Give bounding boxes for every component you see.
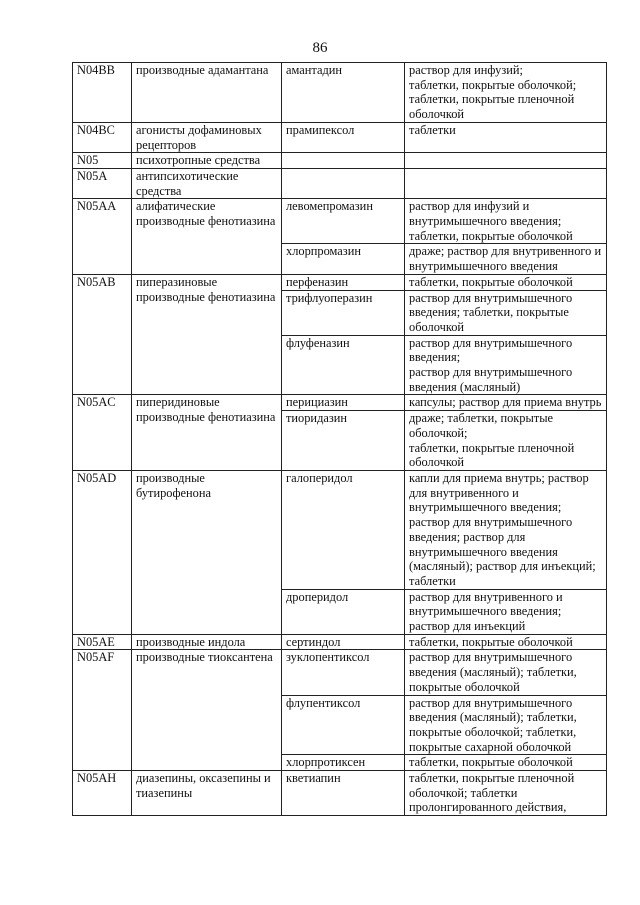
dosage-form-text: драже; раствор для внутривенного и внутримышечного введения [409,244,602,274]
table-row [73,395,607,411]
drug-table [72,62,607,816]
atc-code-text: N05AF [77,650,115,665]
drug-name-cell [282,755,405,771]
dosage-form-text: капли для приема внутрь; раствор для внутривенного и внутримышечного введения; раствор для внутримышечного введения; раствор для внутримышечного введения (масляный); раствор для инъекций; таблетки [409,470,596,588]
group-name-cell [132,274,282,395]
drug-name-text: прамипексол [286,122,355,137]
dosage-form-cell [405,199,607,244]
dosage-form-text: раствор для инфузий; таблетки, покрытые оболочкой; таблетки, покрытые пленочной оболочкой [409,63,577,122]
dosage-form-cell [405,395,607,411]
table-row [73,634,607,650]
drug-name-cell [282,335,405,395]
drug-name-text: флупентиксол [286,695,361,710]
atc-code-cell [73,771,132,816]
group-name-text: антипсихотические средства [136,168,239,198]
dosage-form-text: капсулы; раствор для приема внутрь [409,395,602,410]
atc-code-text: N04BB [77,63,115,77]
dosage-form-cell [405,335,607,395]
table-row [73,153,607,169]
atc-code-text: N05AD [77,470,117,485]
dosage-form-text: раствор для внутримышечного введения (масляный); таблетки, покрытые оболочкой; таблетки, покрытые сахарной оболочкой [409,695,577,754]
drug-name-cell [282,244,405,274]
table-row [73,122,607,152]
table-row [73,470,607,589]
dosage-form-text: раствор для внутривенного и внутримышечного введения; раствор для инъекций [409,589,563,634]
dosage-form-cell [405,634,607,650]
dosage-form-text: таблетки, покрытые пленочной оболочкой; таблетки пролонгированного действия, [409,771,575,815]
drug-name-text: перициазин [286,395,348,410]
drug-name-cell [282,290,405,335]
dosage-form-text: таблетки [409,122,456,137]
dosage-form-cell [405,695,607,755]
dosage-form-cell [405,771,607,816]
table-row [73,650,607,695]
atc-code-cell [73,122,132,152]
table-row [73,771,607,816]
atc-code-cell [73,153,132,169]
drug-name-cell [282,589,405,634]
dosage-form-cell [405,244,607,274]
atc-code-cell [73,274,132,395]
atc-code-text: N05 [77,153,99,168]
drug-name-cell [282,634,405,650]
group-name-cell [132,199,282,275]
drug-name-text: флуфеназин [286,335,350,350]
atc-code-text: N05AE [77,634,115,649]
drug-name-text: левомепромазин [286,199,373,214]
table-row [73,199,607,244]
table-row [73,274,607,290]
group-name-cell [132,470,282,634]
group-name-cell [132,63,282,123]
drug-name-cell [282,274,405,290]
drug-name-text: дроперидол [286,589,349,604]
drug-name-text: амантадин [286,63,343,77]
dosage-form-cell [405,411,607,471]
atc-code-text: N04BC [77,122,115,137]
drug-name-text: хлорпротиксен [286,755,366,770]
drug-name-cell [282,695,405,755]
drug-name-cell [282,650,405,695]
group-name-cell [132,122,282,152]
dosage-form-text: раствор для инфузий и внутримышечного введения; таблетки, покрытые оболочкой [409,199,573,243]
dosage-form-text: таблетки, покрытые оболочкой [409,755,573,770]
group-name-text: агонисты дофаминовых рецепторов [136,122,262,152]
dosage-form-cell [405,63,607,123]
atc-code-cell [73,395,132,471]
drug-name-text: кветиапин [286,771,341,786]
group-name-text: производные индола [136,634,246,649]
atc-code-cell [73,650,132,771]
table-row [73,168,607,198]
drug-name-cell [282,168,405,198]
dosage-form-cell [405,168,607,198]
atc-code-text: N05A [77,168,108,183]
atc-code-cell [73,470,132,634]
drug-name-cell [282,153,405,169]
drug-name-cell [282,199,405,244]
drug-name-text: зуклопентиксол [286,650,370,665]
group-name-text: производные тиоксантена [136,650,273,665]
drug-name-cell [282,411,405,471]
group-name-cell [132,395,282,471]
drug-name-text: трифлуоперазин [286,290,373,305]
dosage-form-text: таблетки, покрытые оболочкой [409,274,573,289]
drug-name-text: перфеназин [286,274,349,289]
atc-code-text: N05AH [77,771,117,786]
table-row [73,63,607,123]
group-name-text: производные бутирофенона [136,470,211,500]
dosage-form-text: раствор для внутримышечного введения; таблетки, покрытые оболочкой [409,290,573,334]
drug-name-cell [282,771,405,816]
atc-code-text: N05AC [77,395,116,410]
dosage-form-cell [405,122,607,152]
dosage-form-cell [405,274,607,290]
drug-name-cell [282,122,405,152]
atc-code-text: N05AB [77,274,116,289]
atc-code-cell [73,63,132,123]
drug-name-text: галоперидол [286,470,353,485]
drug-name-text: сертиндол [286,634,341,649]
dosage-form-cell [405,755,607,771]
group-name-text: производные адамантана [136,63,269,77]
page-number: 86 [312,40,328,56]
dosage-form-cell [405,153,607,169]
group-name-cell [132,634,282,650]
dosage-form-cell [405,290,607,335]
atc-code-cell [73,199,132,275]
drug-name-text: тиоридазин [286,411,348,426]
group-name-cell [132,153,282,169]
dosage-form-cell [405,650,607,695]
group-name-text: психотропные средства [136,153,261,168]
drug-name-cell [282,63,405,123]
drug-name-cell [282,470,405,589]
atc-code-cell [73,634,132,650]
atc-code-text: N05AA [77,199,117,214]
dosage-form-text: раствор для внутримышечного введения (масляный); таблетки, покрытые оболочкой [409,650,577,694]
group-name-cell [132,650,282,771]
dosage-form-text: таблетки, покрытые оболочкой [409,634,573,649]
dosage-form-text: раствор для внутримышечного введения; раствор для внутримышечного введения (масляный) [409,335,573,394]
dosage-form-text: драже; таблетки, покрытые оболочкой; таблетки, покрытые пленочной оболочкой [409,411,575,470]
group-name-cell [132,168,282,198]
atc-code-cell [73,168,132,198]
group-name-text: пиперидиновые производные фенотиазина [136,395,276,425]
dosage-form-cell [405,589,607,634]
group-name-text: диазепины, оксазепины и тиазепины [136,771,271,800]
group-name-text: алифатические производные фенотиазина [136,199,276,229]
group-name-text: пиперазиновые производные фенотиазина [136,274,276,304]
dosage-form-cell [405,470,607,589]
drug-name-cell [282,395,405,411]
drug-name-text: хлорпромазин [286,244,361,259]
group-name-cell [132,771,282,816]
